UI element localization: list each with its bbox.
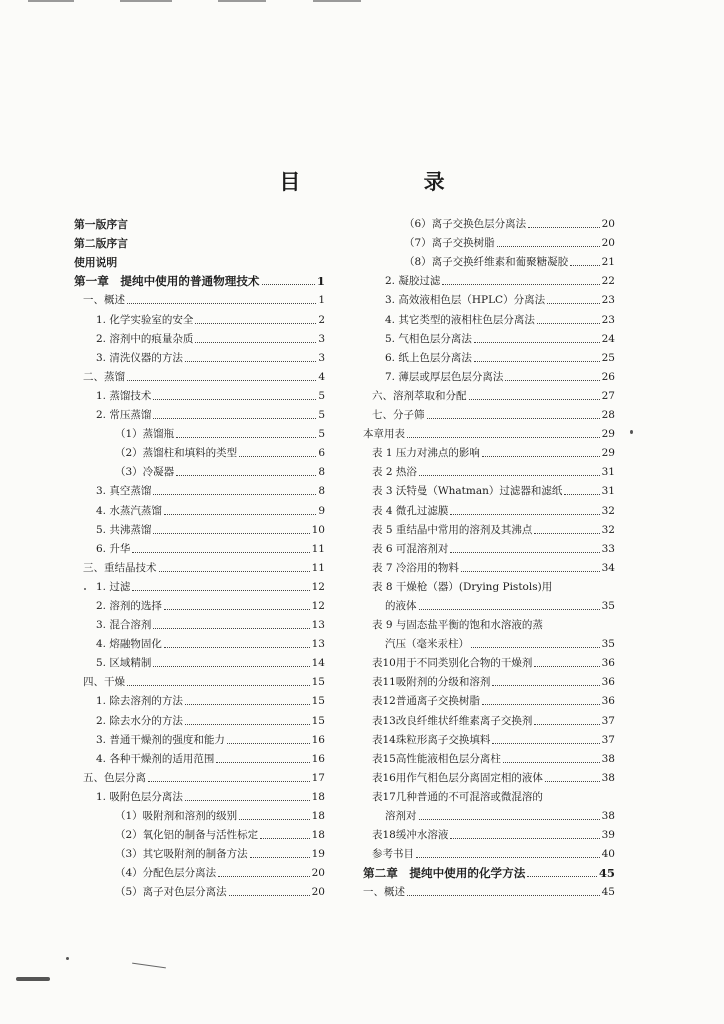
toc-entry-page: 13 xyxy=(311,638,325,651)
toc-leader-dots xyxy=(450,838,599,839)
toc-entry-title: 表11吸附剂的分级和溶剂 xyxy=(372,676,491,689)
toc-entry-page: 36 xyxy=(601,676,615,689)
toc-entry-title: 第二版序言 xyxy=(74,237,128,251)
toc-leader-dots xyxy=(528,227,599,228)
toc-entry xyxy=(363,651,615,670)
toc-entry-page: 25 xyxy=(601,351,615,364)
toc-entry-title: 1. 吸附色层分离法 xyxy=(96,790,183,803)
toc-entry-page: 13 xyxy=(311,619,325,632)
toc-leader-dots xyxy=(164,609,310,610)
toc-entry-title: 本章用表 xyxy=(363,428,405,441)
toc-entry xyxy=(74,766,325,785)
toc-leader-dots xyxy=(153,666,309,667)
toc-leader-dots xyxy=(474,361,600,362)
toc-entry-title: 表14珠粒形离子交换填料 xyxy=(372,733,491,746)
toc-entry-title: 使用说明 xyxy=(74,256,118,270)
toc-entry-page: 35 xyxy=(601,599,615,612)
toc-leader-dots xyxy=(570,265,599,266)
toc-leader-dots xyxy=(471,647,600,648)
toc-entry-title: 七、分子筛 xyxy=(372,409,425,422)
toc-entry xyxy=(363,842,615,861)
toc-leader-dots xyxy=(185,704,310,705)
scan-edge-mark xyxy=(28,0,74,2)
toc-entry xyxy=(74,880,325,899)
toc-entry xyxy=(363,880,615,899)
toc-entry-title: 2. 溶剂的选择 xyxy=(96,599,162,612)
toc-entry-title: 的液体 xyxy=(385,599,417,612)
toc-leader-dots xyxy=(132,590,309,591)
toc-entry xyxy=(363,728,615,747)
toc-leader-dots xyxy=(534,533,599,534)
toc-entry xyxy=(74,479,325,498)
toc-leader-dots xyxy=(547,303,600,304)
toc-leader-dots xyxy=(545,781,600,782)
toc-leader-dots xyxy=(469,399,600,400)
scan-edge-mark xyxy=(218,0,266,2)
toc-entry xyxy=(74,498,325,517)
toc-entry-page: 16 xyxy=(311,752,325,765)
toc-entry xyxy=(74,231,325,250)
toc-entry-page: 19 xyxy=(311,848,325,861)
toc-entry xyxy=(74,307,325,326)
toc-entry-title: 一、概述 xyxy=(363,886,405,899)
toc-entry-title: 2. 溶剂中的痕量杂质 xyxy=(96,332,194,345)
toc-entry-page: 16 xyxy=(311,733,325,746)
toc-entry xyxy=(363,537,615,556)
toc-entry xyxy=(363,575,615,594)
toc-entry-title: 表17几种普通的不可混溶或微混溶的 xyxy=(372,790,543,803)
toc-entry xyxy=(363,365,615,384)
toc-leader-dots xyxy=(132,552,309,553)
toc-entry xyxy=(363,556,615,575)
toc-entry-page: 34 xyxy=(601,561,615,574)
toc-entry xyxy=(74,861,325,880)
toc-entry xyxy=(363,613,615,632)
toc-entry xyxy=(74,785,325,804)
toc-entry-page: 20 xyxy=(601,237,615,250)
toc-entry-title: 表 6 可混溶剂对 xyxy=(372,542,449,555)
toc-entry-page: 5 xyxy=(318,389,325,402)
toc-entry-title: 表 7 冷浴用的物料 xyxy=(372,561,459,574)
toc-entry xyxy=(74,460,325,479)
toc-entry-title: （2）蒸馏柱和填料的类型 xyxy=(115,447,238,460)
toc-entry xyxy=(363,460,615,479)
toc-entry-page: 9 xyxy=(318,504,325,517)
scan-blot xyxy=(16,977,50,981)
scan-scribble xyxy=(132,963,166,969)
toc-leader-dots xyxy=(164,647,310,648)
toc-entry xyxy=(363,689,615,708)
toc-leader-dots xyxy=(492,743,599,744)
toc-entry-page: 18 xyxy=(311,810,325,822)
toc-entry-title: 二、蒸馏 xyxy=(83,370,125,383)
toc-entry-title: （7）离子交换树脂 xyxy=(404,237,495,250)
toc-entry xyxy=(363,346,615,365)
toc-entry-page: 3 xyxy=(318,332,325,345)
toc-entry xyxy=(363,231,615,250)
toc-entry-title: （1）吸附剂和溶剂的级别 xyxy=(115,810,238,822)
toc-leader-dots xyxy=(164,514,316,515)
toc-entry-page: 39 xyxy=(601,829,615,842)
toc-entry-title: 5. 气相色层分离法 xyxy=(385,332,472,345)
toc-entry xyxy=(363,307,615,326)
toc-entry xyxy=(363,594,615,613)
toc-entry-page: 37 xyxy=(601,733,615,746)
toc-entry-title: 表 2 热浴 xyxy=(372,466,417,479)
toc-entry xyxy=(74,403,325,422)
toc-entry-page: 28 xyxy=(601,409,615,422)
toc-entry-title: 表 5 重结晶中常用的溶剂及其沸点 xyxy=(372,523,533,536)
toc-entry xyxy=(74,670,325,689)
toc-leader-dots xyxy=(450,514,599,515)
toc-entry-title: 参考书目 xyxy=(372,848,414,861)
toc-entry xyxy=(74,212,325,231)
toc-entry-title: 2. 凝胶过滤 xyxy=(385,275,441,288)
toc-leader-dots xyxy=(419,475,600,476)
toc-entry-page: 5 xyxy=(318,428,325,441)
toc-entry-page: 15 xyxy=(311,714,325,727)
toc-entry-title: 三、重结晶技术 xyxy=(83,561,157,574)
toc-entry xyxy=(363,823,615,842)
toc-entry xyxy=(363,670,615,689)
toc-entry xyxy=(363,384,615,403)
toc-entry xyxy=(363,518,615,537)
toc-entry-page: 31 xyxy=(601,466,615,479)
toc-entry-page: 38 xyxy=(601,752,615,765)
toc-entry-page: 45 xyxy=(601,886,615,899)
toc-entry-page: 20 xyxy=(311,886,325,899)
toc-entry-page: 32 xyxy=(601,523,615,536)
toc-entry xyxy=(363,250,615,269)
toc-entry xyxy=(74,689,325,708)
toc-leader-dots xyxy=(176,437,316,438)
toc-leader-dots xyxy=(176,475,316,476)
toc-leader-dots xyxy=(153,533,309,534)
toc-leader-dots xyxy=(159,571,310,572)
toc-entry xyxy=(363,212,615,231)
toc-entry-page: 2 xyxy=(318,313,325,326)
toc-entry xyxy=(74,250,325,269)
toc-leader-dots xyxy=(250,857,310,858)
toc-entry-title: 表16用作气相色层分离固定相的液体 xyxy=(372,771,543,784)
toc-entry-title: （4）分配色层分离法 xyxy=(115,867,217,880)
toc-leader-dots xyxy=(148,781,310,782)
toc-entry xyxy=(74,288,325,307)
toc-leader-dots xyxy=(505,380,599,381)
toc-entry-page: 6 xyxy=(318,447,325,460)
toc-entry-title: 五、色层分离 xyxy=(83,771,146,784)
toc-entry xyxy=(74,575,325,594)
toc-entry-title: 5. 区域精制 xyxy=(96,657,152,670)
toc-entry xyxy=(74,518,325,537)
toc-entry-page: 23 xyxy=(601,313,615,326)
toc-entry xyxy=(363,498,615,517)
toc-leader-dots xyxy=(482,456,600,457)
toc-entry-title: 表15高性能液相色层分离柱 xyxy=(372,752,501,765)
toc-entry-title: 表 4 微孔过滤膜 xyxy=(372,504,449,517)
toc-leader-dots xyxy=(153,628,309,629)
toc-leader-dots xyxy=(239,456,316,457)
toc-entry-page: 22 xyxy=(601,275,615,288)
toc-entry xyxy=(74,537,325,556)
toc-entry xyxy=(363,288,615,307)
toc-entry-page: 36 xyxy=(601,695,615,708)
toc-entry-title: （1）蒸馏瓶 xyxy=(115,428,175,441)
toc-leader-dots xyxy=(450,552,599,553)
toc-entry xyxy=(74,594,325,613)
toc-entry xyxy=(363,327,615,346)
toc-entry-title: 1. 除去溶剂的方法 xyxy=(96,695,183,708)
toc-entry-page: 3 xyxy=(318,351,325,364)
toc-entry-title: 3. 普通干燥剂的强度和能力 xyxy=(96,733,225,746)
toc-leader-dots xyxy=(503,762,600,763)
toc-leader-dots xyxy=(427,418,600,419)
toc-leader-dots xyxy=(260,838,309,839)
toc-entry-title: 表10用于不同类别化合物的干燥剂 xyxy=(372,657,533,670)
toc-entry-page: 40 xyxy=(601,848,615,861)
toc-entry-page: 20 xyxy=(601,218,615,231)
toc-leader-dots xyxy=(492,685,599,686)
toc-entry-page: 26 xyxy=(601,370,615,383)
toc-left-column xyxy=(74,212,325,899)
toc-entry-page: 15 xyxy=(311,695,325,708)
toc-entry-page: 37 xyxy=(601,714,615,727)
toc-entry-title: 1. 化学实验室的安全 xyxy=(96,313,194,326)
toc-entry-page: 1 xyxy=(316,274,325,289)
toc-entry-title: （3）其它吸附剂的制备方法 xyxy=(115,848,248,861)
toc-entry-title: 第一版序言 xyxy=(74,218,128,232)
toc-entry-title: 3. 高效液相色层（HPLC）分离法 xyxy=(385,294,546,307)
toc-entry-page: 8 xyxy=(318,485,325,498)
toc-entry-title: （8）离子交换纤维素和葡聚糖凝胶 xyxy=(404,256,569,269)
toc-entry-page: 11 xyxy=(311,561,325,574)
toc-entry-title: 4. 其它类型的液相柱色层分离法 xyxy=(385,313,535,326)
toc-entry-page: 32 xyxy=(601,504,615,517)
toc-leader-dots xyxy=(153,494,316,495)
scan-speck xyxy=(84,588,86,590)
toc-entry-title: （2）氧化铝的制备与活性标定 xyxy=(115,829,259,842)
toc-leader-dots xyxy=(218,876,309,877)
toc-entry-page: 12 xyxy=(311,599,325,612)
toc-entry xyxy=(363,861,615,880)
scan-speck xyxy=(66,957,69,960)
toc-entry xyxy=(74,728,325,747)
toc-entry xyxy=(363,422,615,441)
toc-entry-page: 38 xyxy=(601,771,615,784)
toc-leader-dots xyxy=(127,303,316,304)
toc-entry-title: 表 1 压力对沸点的影响 xyxy=(372,447,480,460)
toc-entry-page: 29 xyxy=(601,428,615,441)
toc-entry-title: 表13改良纤维状纤维素离子交换剂 xyxy=(372,714,533,727)
toc-entry-title: （5）离子对色层分离法 xyxy=(115,886,227,899)
toc-leader-dots xyxy=(195,342,316,343)
toc-entry-page: 18 xyxy=(311,829,325,842)
toc-leader-dots xyxy=(537,323,600,324)
toc-leader-dots xyxy=(153,418,316,419)
toc-leader-dots xyxy=(419,609,600,610)
toc-entry-title: 1. 蒸馏技术 xyxy=(96,389,152,402)
toc-entry xyxy=(363,403,615,422)
toc-entry-page: 23 xyxy=(601,294,615,307)
toc-entry-title: （3）冷凝器 xyxy=(115,466,175,479)
toc-entry-page: 12 xyxy=(311,580,325,593)
page-title: 目 录 xyxy=(279,169,503,194)
toc-entry-page: 10 xyxy=(311,523,325,536)
toc-leader-dots xyxy=(262,284,315,285)
toc-entry xyxy=(74,651,325,670)
toc-leader-dots xyxy=(534,724,599,725)
toc-entry-page: 4 xyxy=(318,370,325,383)
toc-entry xyxy=(74,842,325,861)
toc-leader-dots xyxy=(474,342,600,343)
toc-entry-title: 3. 混合溶剂 xyxy=(96,619,152,632)
toc-leader-dots xyxy=(127,380,316,381)
toc-entry-title: 7. 薄层或厚层色层分离法 xyxy=(385,370,504,383)
toc-leader-dots xyxy=(534,666,599,667)
toc-entry-page: 21 xyxy=(601,256,615,269)
toc-entry-title: 第二章 提纯中使用的化学方法 xyxy=(363,866,526,881)
toc-entry-page: 31 xyxy=(601,485,615,498)
toc-leader-dots xyxy=(185,800,310,801)
toc-leader-dots xyxy=(527,876,597,877)
toc-leader-dots xyxy=(229,895,310,896)
toc-entry-title: 4. 水蒸汽蒸馏 xyxy=(96,504,162,517)
toc-entry-page: 38 xyxy=(601,810,615,822)
toc-entry xyxy=(363,708,615,727)
toc-entry-title: 3. 真空蒸馏 xyxy=(96,485,152,498)
toc-leader-dots xyxy=(497,246,600,247)
toc-entry-title: （6）离子交换色层分离法 xyxy=(404,218,527,231)
toc-entry-page: 5 xyxy=(318,409,325,422)
toc-entry xyxy=(363,747,615,766)
toc-entry-page: 8 xyxy=(318,466,325,479)
toc-entry-page: 18 xyxy=(311,790,325,803)
toc-entry xyxy=(74,613,325,632)
scan-edge-mark xyxy=(120,0,172,2)
toc-entry-page: 35 xyxy=(601,638,615,651)
toc-entry-title: 第一章 提纯中使用的普通物理技术 xyxy=(74,274,260,289)
toc-entry xyxy=(74,441,325,460)
toc-leader-dots xyxy=(185,361,316,362)
toc-entry-title: 4. 各种干燥剂的适用范围 xyxy=(96,752,215,765)
toc-entry-title: 表 3 沃特曼（Whatman）过滤器和滤纸 xyxy=(372,485,563,498)
toc-entry-page: 33 xyxy=(601,542,615,555)
toc-entry-page: 45 xyxy=(598,866,615,881)
toc-entry-title: 汽压（毫米汞柱） xyxy=(385,638,469,651)
toc-leader-dots xyxy=(185,724,310,725)
toc-leader-dots xyxy=(416,857,600,858)
toc-leader-dots xyxy=(407,895,600,896)
toc-entry xyxy=(74,708,325,727)
toc-entry-page: 27 xyxy=(601,389,615,402)
toc-leader-dots xyxy=(239,819,309,820)
toc-entry-title: 2. 除去水分的方法 xyxy=(96,714,183,727)
toc-entry xyxy=(74,269,325,288)
toc-entry-title: 4. 熔融物固化 xyxy=(96,638,162,651)
toc-entry xyxy=(74,384,325,403)
toc-entry xyxy=(363,804,615,823)
toc-entry-title: 六、溶剂萃取和分配 xyxy=(372,389,467,402)
toc-entry-title: 一、概述 xyxy=(83,294,125,307)
toc-entry-page: 1 xyxy=(318,294,325,307)
toc-entry xyxy=(74,346,325,365)
toc-entry-page: 29 xyxy=(601,447,615,460)
toc-entry-title: 表 8 干燥枪（器）(Drying Pistols)用 xyxy=(372,580,553,593)
toc-entry xyxy=(74,422,325,441)
toc-leader-dots xyxy=(195,323,316,324)
toc-entry xyxy=(74,823,325,842)
toc-entry-title: 表 9 与固态盐平衡的饱和水溶液的蒸 xyxy=(372,619,543,632)
toc-entry-page: 17 xyxy=(311,771,325,784)
toc-entry xyxy=(74,747,325,766)
toc-entry-title: 表12普通离子交换树脂 xyxy=(372,695,480,708)
toc-entry xyxy=(74,632,325,651)
toc-entry-title: 2. 常压蒸馏 xyxy=(96,409,152,422)
toc-leader-dots xyxy=(153,399,316,400)
toc-leader-dots xyxy=(227,743,310,744)
toc-entry-title: 四、干燥 xyxy=(83,676,125,689)
toc-entry xyxy=(74,804,325,823)
toc-leader-dots xyxy=(482,704,600,705)
toc-entry-title: 3. 清洗仪器的方法 xyxy=(96,351,183,364)
toc-leader-dots xyxy=(564,494,599,495)
toc-entry-page: 14 xyxy=(311,657,325,670)
toc-entry xyxy=(363,269,615,288)
toc-entry-page: 20 xyxy=(311,867,325,880)
scan-speck xyxy=(630,430,633,434)
toc-entry-title: 1. 过滤 xyxy=(96,580,131,593)
toc-entry-page: 24 xyxy=(601,332,615,345)
toc-entry xyxy=(363,766,615,785)
toc-leader-dots xyxy=(442,284,599,285)
toc-entry xyxy=(74,365,325,384)
scan-edge-mark xyxy=(313,0,361,2)
toc-entry-page: 15 xyxy=(311,676,325,689)
toc-entry xyxy=(363,785,615,804)
toc-entry-page: 11 xyxy=(311,542,325,555)
toc-entry xyxy=(74,556,325,575)
toc-entry-title: 表18缓冲水溶液 xyxy=(372,829,449,842)
toc-leader-dots xyxy=(419,819,600,820)
toc-entry xyxy=(363,479,615,498)
toc-entry xyxy=(363,441,615,460)
toc-entry-title: 5. 共沸蒸馏 xyxy=(96,523,152,536)
toc-entry xyxy=(74,327,325,346)
toc-right-column xyxy=(363,212,615,899)
toc-entry-title: 溶剂对 xyxy=(385,810,417,822)
toc-leader-dots xyxy=(127,685,310,686)
toc-entry-title: 6. 升华 xyxy=(96,542,131,555)
toc-entry-title: 6. 纸上色层分离法 xyxy=(385,351,472,364)
toc-leader-dots xyxy=(461,571,600,572)
toc-leader-dots xyxy=(407,437,600,438)
toc-entry xyxy=(363,632,615,651)
toc-leader-dots xyxy=(216,762,309,763)
toc-entry-page: 36 xyxy=(601,657,615,670)
